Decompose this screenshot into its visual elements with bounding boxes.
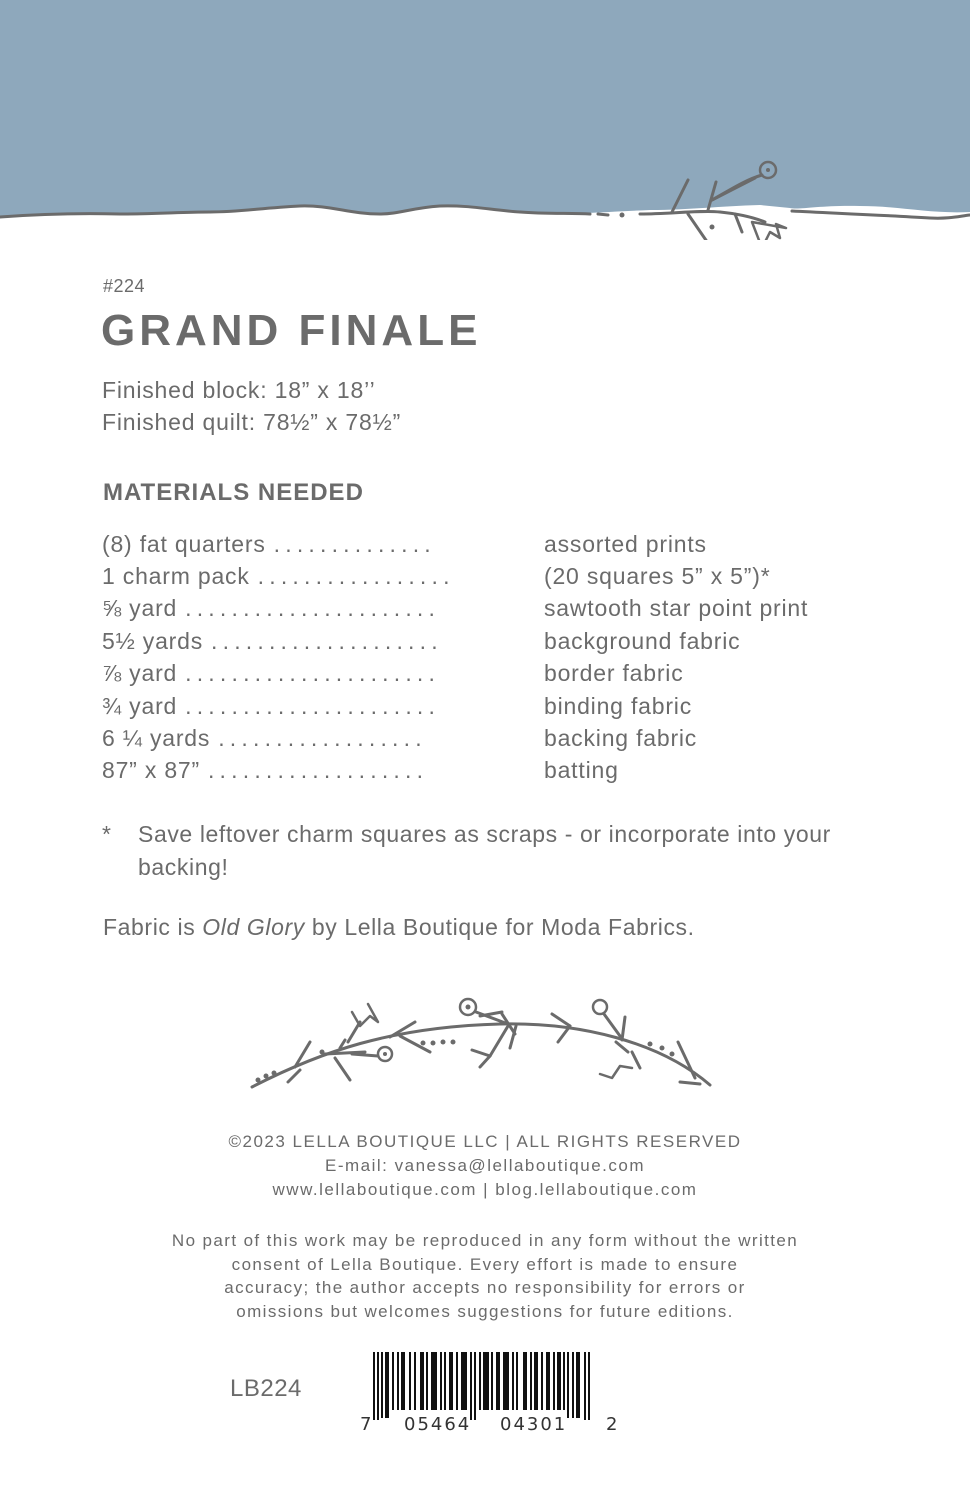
leader-dots: ......................: [185, 660, 441, 687]
finished-block-size: Finished block: 18” x 18’’: [102, 377, 376, 403]
pattern-title: GRAND FINALE: [101, 306, 482, 355]
copyright-block: [0, 1130, 970, 1202]
material-row: [102, 722, 862, 754]
material-desc: binding fabric: [544, 692, 693, 719]
material-qty: 1 charm pack: [102, 563, 250, 590]
material-row: [102, 560, 862, 592]
material-desc: (20 squares 5” x 5”)*: [544, 563, 771, 590]
fabric-note: [103, 914, 695, 941]
material-row: [102, 528, 862, 560]
fabric-note-suffix: by Lella Boutique for Moda Fabrics.: [304, 914, 695, 940]
leader-dots: .................: [257, 563, 455, 590]
material-row: [102, 593, 862, 625]
material-qty: ⅞ yard: [102, 660, 178, 687]
pattern-number: #224: [103, 276, 146, 296]
material-row: [102, 658, 862, 690]
leader-dots: ...................: [207, 757, 429, 784]
materials-heading: MATERIALS NEEDED: [103, 479, 364, 506]
floral-vine-divider-icon: [240, 982, 720, 1092]
sku-code: LB224: [230, 1375, 302, 1402]
material-desc: batting: [544, 757, 619, 784]
websites-line: www.lellaboutique.com | blog.lellaboutique.com: [272, 1180, 698, 1199]
leader-dots: ......................: [185, 595, 441, 622]
barcode-right-group: 04301: [500, 1414, 568, 1435]
material-row: [102, 755, 862, 787]
material-desc: border fabric: [544, 660, 684, 687]
legal-line: consent of Lella Boutique. Every effort is made to ensure: [231, 1254, 739, 1274]
material-qty: ⅝ yard: [102, 595, 178, 622]
torn-paper-edge: [0, 0, 970, 240]
material-qty: 5½ yards: [102, 627, 204, 654]
legal-line: No part of this work may be reproduced in any form without the written: [171, 1231, 799, 1250]
barcode-check-digit: 2: [606, 1414, 618, 1435]
leader-dots: ..............: [273, 530, 436, 557]
footnote-text: Save leftover charm squares as scraps - or incorporate into your backing!: [138, 821, 831, 880]
email-line: E-mail: vanessa@lellaboutique.com: [325, 1156, 645, 1175]
fabric-collection-name: Old Glory: [202, 914, 305, 940]
legal-line: accuracy; the author accepts no responsibility for errors or: [224, 1278, 746, 1297]
material-qty: 87” x 87”: [102, 757, 200, 784]
materials-list: [102, 528, 862, 787]
footnote-asterisk: *: [102, 821, 112, 847]
fabric-note-prefix: Fabric is: [103, 914, 203, 940]
leader-dots: ......................: [185, 692, 441, 719]
legal-notice: [0, 1229, 970, 1323]
leader-dots: ..................: [218, 725, 427, 752]
material-qty: ¾ yard: [102, 692, 178, 719]
material-desc: backing fabric: [544, 725, 698, 752]
footnote: [102, 818, 862, 884]
material-qty: (8) fat quarters: [102, 530, 266, 557]
material-desc: background fabric: [544, 627, 741, 654]
barcode-bars-icon: [360, 1352, 630, 1436]
material-desc: sawtooth star point print: [544, 595, 809, 622]
barcode-first-digit: 7: [360, 1414, 372, 1435]
material-row: [102, 690, 862, 722]
copyright-line: ©2023 LELLA BOUTIQUE LLC | ALL RIGHTS RESERVED: [228, 1132, 742, 1151]
material-desc: assorted prints: [544, 530, 707, 557]
material-qty: 6 ¼ yards: [102, 725, 211, 752]
finished-quilt-size: Finished quilt: 78½” x 78½”: [102, 409, 402, 435]
legal-line: omissions but welcomes suggestions for future editions.: [236, 1301, 734, 1321]
header-band: [0, 0, 970, 240]
upc-barcode: [360, 1352, 630, 1436]
barcode-left-group: 05464: [404, 1414, 472, 1435]
leader-dots: ....................: [211, 627, 443, 654]
material-row: [102, 625, 862, 657]
